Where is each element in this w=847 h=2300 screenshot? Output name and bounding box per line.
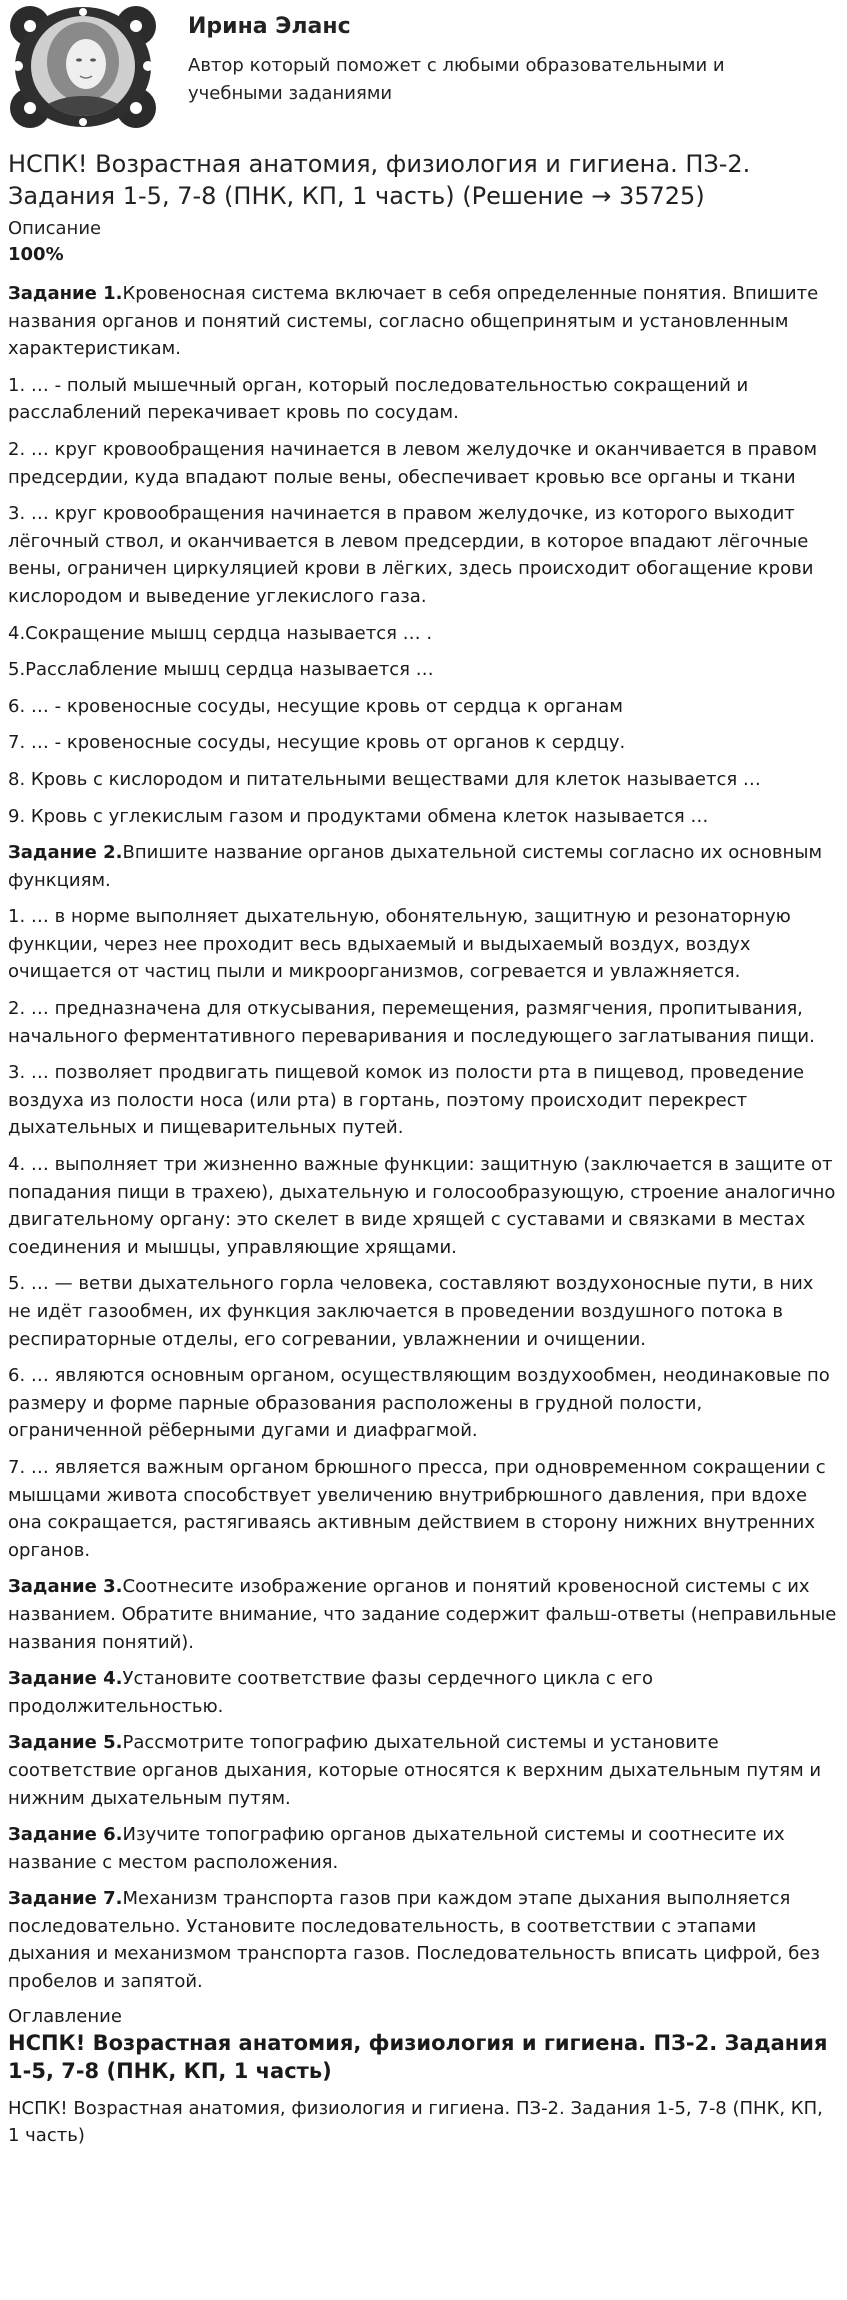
task-paragraph [8,903,839,986]
task-text: 7. … является важным органом брюшного пресса, при одновременном сокращении с мышцами живота способствует увеличению внутрибрюшного давления, при вдохе она сокращается, растягиваясь активным действием в сторону нижних внутренних органов. [8,1456,826,1561]
task-paragraph [8,280,839,363]
task-text: 5. … — ветви дыхательного горла человека, составляют воздухоносные пути, в них не идёт газообмен, их функция заключается в проведении воздушного потока в респираторные отделы, его согревании, увлажнении и очищении. [8,1273,814,1350]
task-paragraph [8,1573,839,1656]
task-text: Кровеносная система включает в себя определенные понятия. Впишите названия органов и понятий системы, согласно общепринятым и установленным характеристикам. [8,283,819,360]
task-paragraph [8,1665,839,1720]
task-paragraph [8,1729,839,1812]
task-paragraph [8,1270,839,1353]
task-paragraph [8,839,839,894]
task-paragraph [8,436,839,491]
task-heading: Задание 6. [8,1824,123,1846]
task-paragraph [8,1821,839,1876]
task-text: 6. … - кровеносные сосуды, несущие кровь от сердца к органам [8,695,623,717]
task-heading: Задание 4. [8,1668,123,1690]
task-heading: Задание 1. [8,283,123,304]
task-paragraph [8,1151,839,1261]
task-paragraph [8,766,839,794]
task-text: 5.Расслабление мышц сердца называется … [8,659,434,681]
toc-text: НСПК! Возрастная анатомия, физиология и гигиена. ПЗ-2. Задания 1-5, 7-8 (ПНК, КП, 1 часть) [8,2097,823,2146]
task-text: Механизм транспорта газов при каждом этапе дыхания выполняется последовательно. Установите последовательность, в соответствии с этапами дыхания и механизмом транспорта газов. Последовательность вписать цифрой, без пробелов и запятой. [8,1888,820,1993]
task-text: Впишите название органов дыхательной системы согласно их основным функциям. [8,842,823,891]
author-card [8,0,839,134]
task-text: 2. … круг кровообращения начинается в левом желудочке и оканчивается в правом предсердии, куда впадают полые вены, обеспечивает кровью все органы и ткани [8,438,818,488]
film-frame-icon [8,4,158,130]
task-paragraph [8,656,839,684]
toc-label: Оглавление [8,2005,122,2027]
task-heading: Задание 5. [8,1732,123,1754]
task-paragraph [8,1885,839,1995]
author-description: Автор который поможет с любыми образовательными и учебными заданиями [188,55,725,104]
task-text: Рассмотрите топографию дыхательной системы и установите соответствие органов дыхания, которые относятся к верхним дыхательным путям и нижним дыхательным путям. [8,1732,822,1809]
task-text: 1. … - полый мышечный орган, который последовательностью сокращений и расслаблений перекачивает кровь по сосудам. [8,374,749,424]
task-text: Установите соответствие фазы сердечного цикла с его продолжительностью. [8,1668,654,1717]
task-paragraph [8,1059,839,1142]
task-text: 1. … в норме выполняет дыхательную, обонятельную, защитную и резонаторную функции, через нее проходит весь вдыхаемый и выдыхаемый воздух, воздух очищается от частиц пыли и микроорганизмов, согревается и увлажняется. [8,906,791,983]
task-text: Соотнесите изображение органов и понятий кровеносной системы с их названием. Обратите внимание, что задание содержит фальш-ответы (неправильные названия понятий). [8,1576,837,1653]
table-of-contents [8,2005,839,2149]
task-paragraph [8,372,839,427]
author-info [188,4,778,108]
task-heading: Задание 7. [8,1888,123,1910]
toc-title: НСПК! Возрастная анатомия, физиология и гигиена. ПЗ-2. Задания 1-5, 7-8 (ПНК, КП, 1 часть) [8,2030,828,2083]
description-label: Описание [8,218,102,239]
task-text: 2. … предназначена для откусывания, перемещения, размягчения, пропитывания, начального ферментативного переваривания и последующего заглатывания пищи. [8,998,815,1047]
task-text: 3. … позволяет продвигать пищевой комок из полости рта в пищевод, проведение воздуха из полости носа (или рта) в гортань, поэтому происходит перекрест дыхательных и пищеварительных путей. [8,1062,805,1139]
task-paragraph [8,693,839,721]
task-paragraph [8,500,839,610]
task-heading: Задание 3. [8,1576,123,1598]
task-text: 6. … являются основным органом, осуществляющим воздухообмен, неодинаковые по размеру и форме парные образования расположены в грудной полости, ограниченной рёберными дугами и диафрагмой. [8,1365,830,1442]
percent-value: 100% [8,244,64,265]
page-title: НСПК! Возрастная анатомия, физиология и гигиена. ПЗ-2. Задания 1-5, 7-8 (ПНК, КП, 1 часть) (Решение → 35725) [8,150,751,210]
task-text: 4.Сокращение мышц сердца называется … . [8,622,433,644]
task-paragraph [8,620,839,648]
task-text: Изучите топографию органов дыхательной системы и соотнесите их название с местом расположения. [8,1824,785,1873]
task-text: 9. Кровь с углекислым газом и продуктами обмена клеток называется … [8,805,709,827]
task-paragraph [8,1362,839,1445]
task-paragraph [8,803,839,831]
author-name[interactable]: Ирина Эланс [188,14,351,39]
task-text: 3. … круг кровообращения начинается в правом желудочке, из которого выходит лёгочный ствол, и оканчивается в левом предсердии, в которое впадают лёгочные вены, ограничен циркуляцией крови в лёгких, здесь происходит обогащение крови кислородом и выведение углекислого газа. [8,503,814,607]
task-text: 7. … - кровеносные сосуды, несущие кровь от органов к сердцу. [8,732,626,754]
task-paragraph [8,729,839,757]
task-text: 4. … выполняет три жизненно важные функции: защитную (заключается в защите от попадания пищи в трахею), дыхательную и голосообразующую, строение аналогично двигательному органу: это скелет в виде хрящей с суставами и связками в местах соединения и мышцы, управляющие хрящами. [8,1154,836,1258]
task-paragraph [8,995,839,1050]
task-text: 8. Кровь с кислородом и питательными веществами для клеток называется … [8,768,761,790]
task-paragraph [8,1454,839,1564]
task-heading: Задание 2. [8,842,123,864]
avatar[interactable] [8,4,158,130]
task-list [8,280,839,1996]
